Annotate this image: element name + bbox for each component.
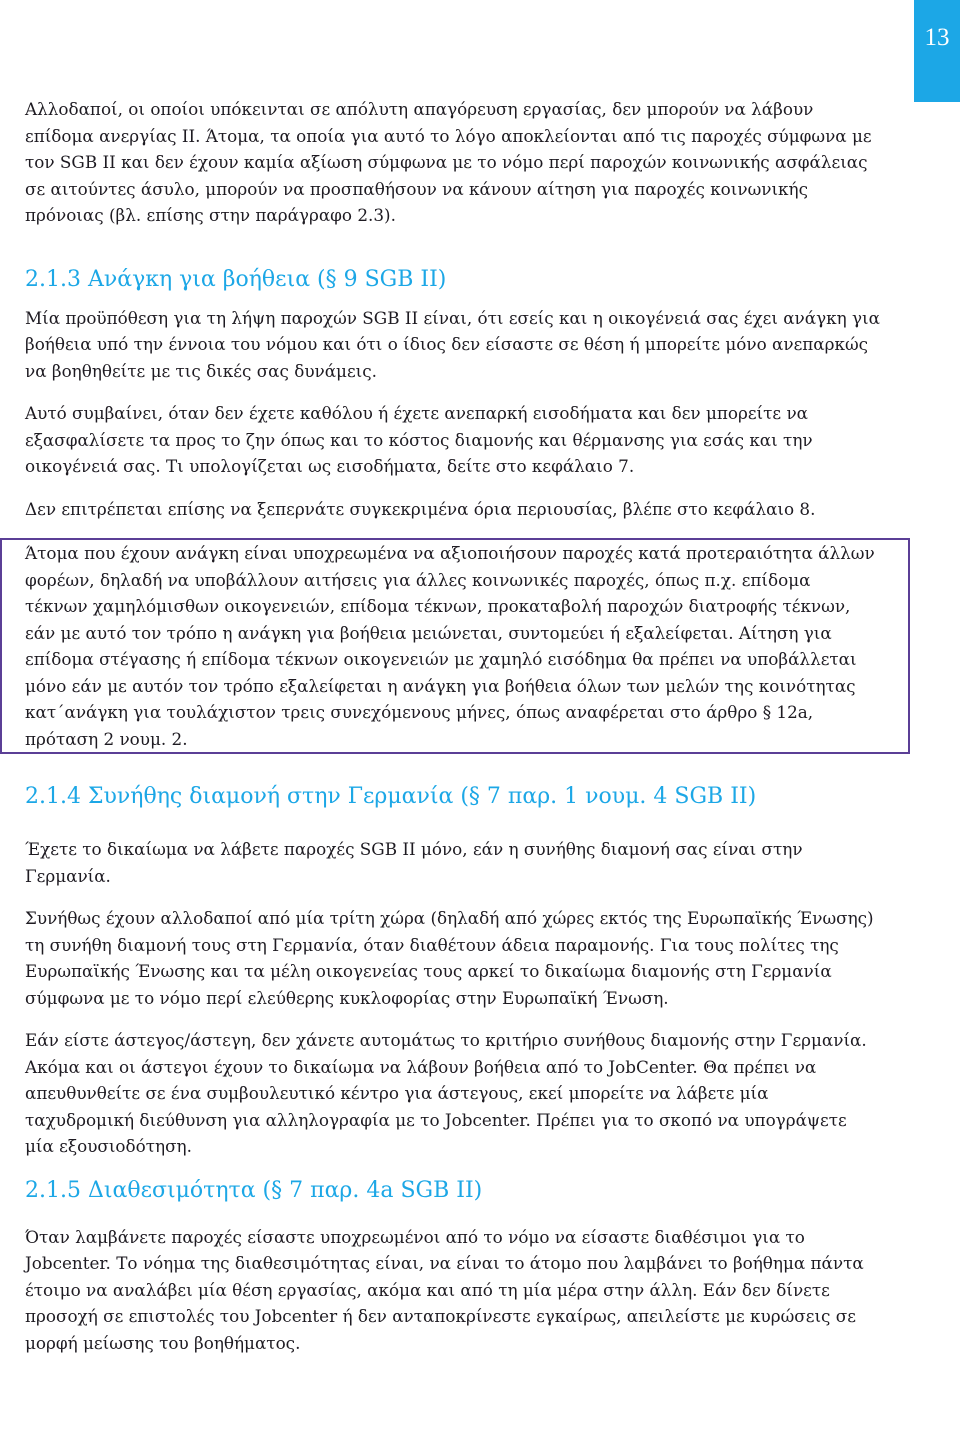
paragraph: Αυτό συμβαίνει, όταν δεν έχετε καθόλου ή έχετε ανεπαρκή εισοδήματα και δεν μπορείτε να εξασφαλίσετε τα προς το ζην όπως και το κόστος διαμονής και θέρμανσης για εσάς και την οικογένειά σας. Τι υπολογίζεται ως εισοδήματα, δείτε στο κεφάλαιο 7. (25, 403, 813, 476)
intro-paragraph: Αλλοδαποί, οι οποίοι υπόκεινται σε απόλυτη απαγόρευση εργασίας, δεν μπορούν να λάβουν επίδομα ανεργίας II. Άτομα, τα οποία για αυτό το λόγο αποκλείονται από τις παροχές σύμφωνα με τον SGB II και δεν έχουν καμία αξίωση σύμφωνα με το νόμο περί παροχών κοινωνικής ασφάλειας σε αιτούντες άσυλο, μπορούν να προσπαθήσουν να κάνουν αίτηση για παροχές κοινωνικής πρόνοιας (βλ. επίσης στην παράγραφο 2.3). (25, 99, 872, 225)
paragraph: Έχετε το δικαίωμα να λάβετε παροχές SGB II μόνο, εάν η συνήθης διαμονή σας είναι στην Γερμανία. (25, 839, 803, 886)
page-number-tab (914, 0, 960, 102)
section-heading-2-1-4: 2.1.4 Συνήθης διαμονή στην Γερμανία (§ 7 παρ. 1 νουμ. 4 SGB II) (25, 784, 757, 809)
section-heading-2-1-3: 2.1.3 Ανάγκη για βοήθεια (§ 9 SGB II) (25, 266, 447, 292)
highlight-box (0, 538, 910, 754)
section-heading-2-1-5: 2.1.5 Διαθεσιμότητα (§ 7 παρ. 4a SGB II) (25, 1177, 483, 1203)
paragraph: Όταν λαμβάνετε παροχές είσαστε υποχρεωμένοι από το νόμο να είσαστε διαθέσιμοι για το Jobcenter. Το νόημα της διαθεσιμότητας είναι, να είναι το άτομο που λαμβάνει το βοήθημα πάντα έτοιμο να αναλάβει μία θέση εργασίας, ακόμα και από τη μία μέρα στην άλλη. Εάν δεν δίνετε προσοχή σε επιστολές του Jobcenter ή δεν ανταποκρίνεστε εγκαίρως, απειλείστε με κυρώσεις σε μορφή μείωσης του βοηθήματος. (25, 1226, 864, 1353)
paragraph: Εάν είστε άστεγος/άστεγη, δεν χάνετε αυτομάτως το κριτήριο συνήθους διαμονής στην Γερμανία. Ακόμα και οι άστεγοι έχουν το δικαίωμα να λάβουν βοήθεια από το JobCenter. Θα πρέπει να απευθυνθείτε σε ένα συμβουλευτικό κέντρο για άστεγους, εκεί μπορείτε να λάβετε μία ταχυδρομική διεύθυνση για αλληλογραφία με το Jobcenter. Πρέπει για το σκοπό να υπογράψετε μία εξουσιοδότηση. (25, 1030, 867, 1156)
paragraph: Δεν επιτρέπεται επίσης να ξεπερνάτε συγκεκριμένα όρια περιουσίας, βλέπε στο κεφάλαιο 8. (25, 498, 816, 519)
paragraph: Μία προϋπόθεση για τη λήψη παροχών SGB II είναι, ότι εσείς και η οικογένειά σας έχει ανάγκη για βοήθεια υπό την έννοια του νόμου και ότι ο ίδιος δεν είσαστε σε θέση ή μπορείτε μόνο ανεπαρκώς να βοηθηθείτε με τις δικές σας δυνάμεις. (25, 307, 880, 381)
document-body (25, 96, 880, 1356)
page-number: 13 (924, 24, 950, 51)
paragraph: Συνήθως έχουν αλλοδαποί από μία τρίτη χώρα (δηλαδή από χώρες εκτός της Ευρωπαϊκής Ένωσης) τη συνήθη διαμονή τους στη Γερμανία, όταν διαθέτουν άδεια παραμονής. Για τους πολίτες της Ευρωπαϊκής Ένωσης και τα μέλη οικογενείας τους αρκεί το δικαίωμα διαμονής στη Γερμανία σύμφωνα με το νόμο περί ελεύθερης κυκλοφορίας στην Ευρωπαϊκή Ένωση. (25, 908, 874, 1008)
boxed-paragraph: Άτομα που έχουν ανάγκη είναι υποχρεωμένα να αξιοποιήσουν παροχές κατά προτεραιότητα άλλων φορέων, δηλαδή να υποβάλλουν αιτήσεις για άλλες κοινωνικές παροχές, όπως π.χ. επίδομα τέκνων χαμηλόμισθων οικογενειών, επίδομα τέκνων, προκαταβολή παροχών διατροφής τέκνων, εάν με αυτό τον τρόπο η ανάγκη για βοήθεια μειώνεται, συντομεύει ή εξαλείφεται. Αίτηση για επίδομα στέγασης ή επίδομα τέκνων οικογενειών με χαμηλό εισόδημα θα πρέπει να υποβάλλεται μόνο εάν με αυτόν τον τρόπο εξαλείφεται η ανάγκη για βοήθεια όλων των μελών της κοινότητας κατ΄ανάγκη για τουλάχιστον τρεις συνεχόμενους μήνες, όπως αναφέρεται στο άρθρο § 12a, πρόταση 2 νουμ. 2. (25, 543, 875, 749)
